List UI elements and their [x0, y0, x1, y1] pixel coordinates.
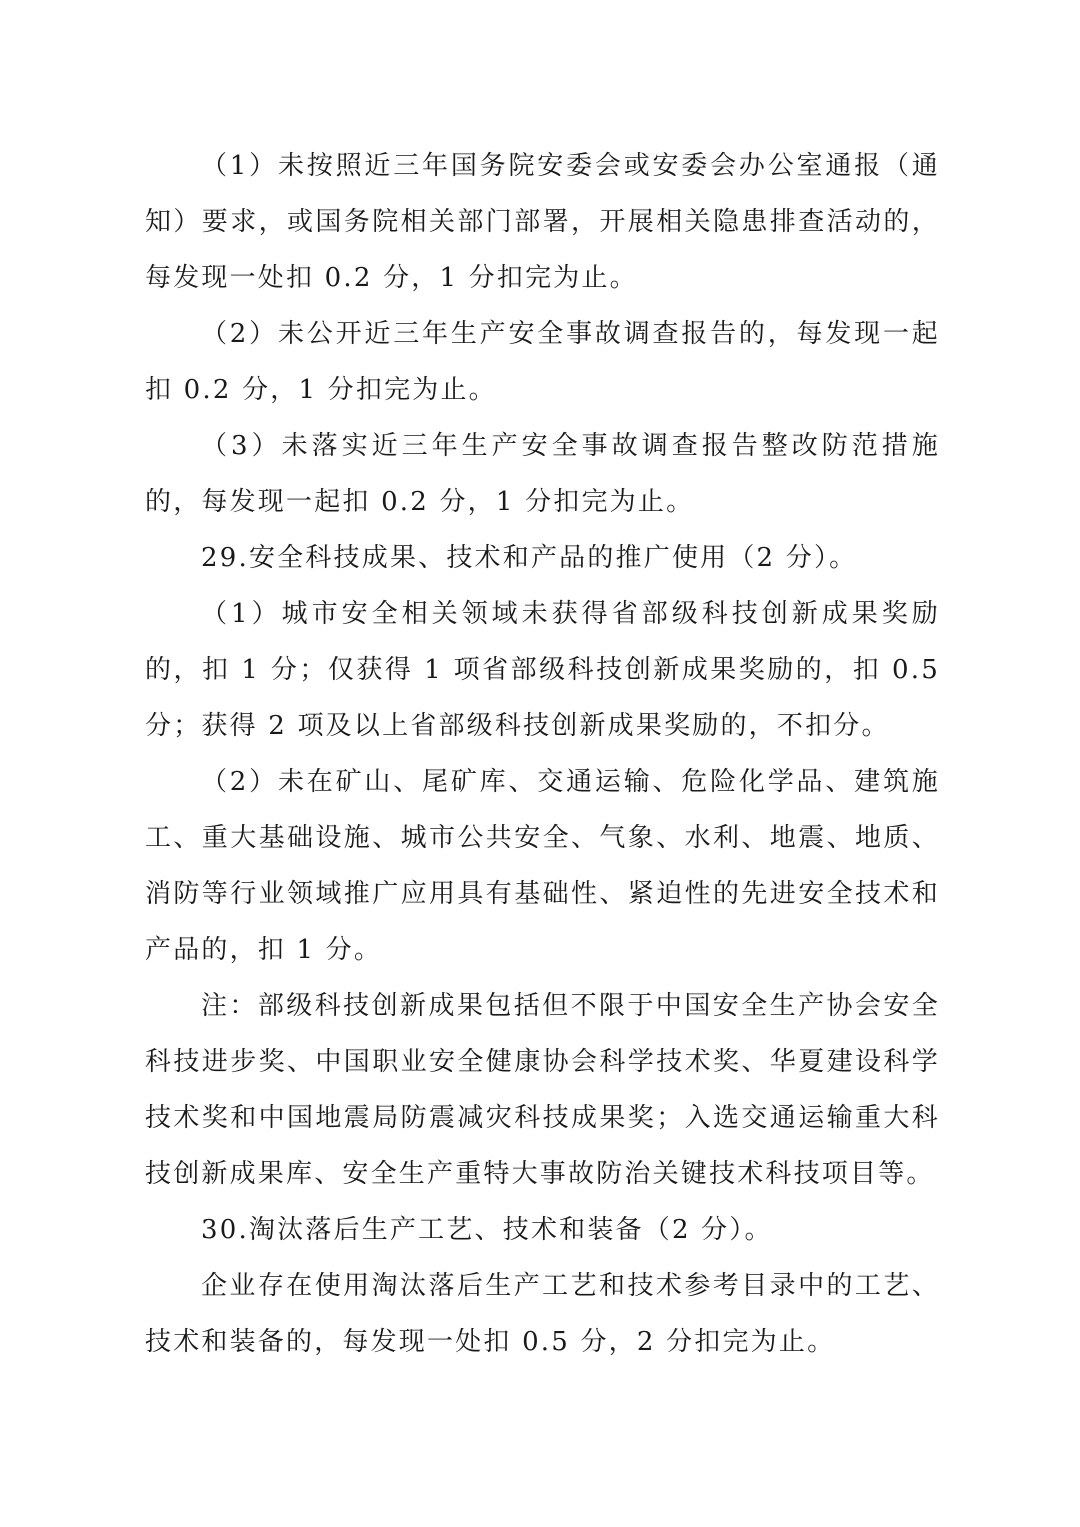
paragraph-item-29-1: （1）城市安全相关领域未获得省部级科技创新成果奖励的，扣 1 分；仅获得 1 项省部级科技创新成果奖励的，扣 0.5 分；获得 2 项及以上省部级科技创新成果奖励的，不扣分。	[145, 599, 940, 741]
note-paragraph: 注：部级科技创新成果包括但不限于中国安全生产协会安全科技进步奖、中国职业安全健康协会科学技术奖、华夏建设科学技术奖和中国地震局防震减灾科技成果奖；入选交通运输重大科技创新成果库、安全生产重特大事故防治关键技术科技项目等。	[145, 991, 940, 1189]
section-heading-29: 29.安全科技成果、技术和产品的推广使用（2 分）。	[201, 543, 858, 573]
paragraph-item-30: 企业存在使用淘汰落后生产工艺和技术参考目录中的工艺、技术和装备的，每发现一处扣 0.5 分，2 分扣完为止。	[145, 1271, 940, 1357]
paragraph-item-1-3: （3）未落实近三年生产安全事故调查报告整改防范措施的，每发现一起扣 0.2 分，1 分扣完为止。	[145, 431, 940, 517]
paragraph-item-1-1: （1）未按照近三年国务院安委会或安委会办公室通报（通知）要求，或国务院相关部门部署，开展相关隐患排查活动的，每发现一处扣 0.2 分，1 分扣完为止。	[145, 151, 940, 293]
paragraph-item-29-2: （2）未在矿山、尾矿库、交通运输、危险化学品、建筑施工、重大基础设施、城市公共安全、气象、水利、地震、地质、消防等行业领域推广应用具有基础性、紧迫性的先进安全技术和产品的，扣 1 分。	[145, 767, 940, 965]
document-body	[145, 138, 940, 1370]
section-heading-30: 30.淘汰落后生产工艺、技术和装备（2 分）。	[201, 1215, 773, 1245]
paragraph-item-1-2: （2）未公开近三年生产安全事故调查报告的，每发现一起扣 0.2 分，1 分扣完为止。	[145, 319, 940, 405]
